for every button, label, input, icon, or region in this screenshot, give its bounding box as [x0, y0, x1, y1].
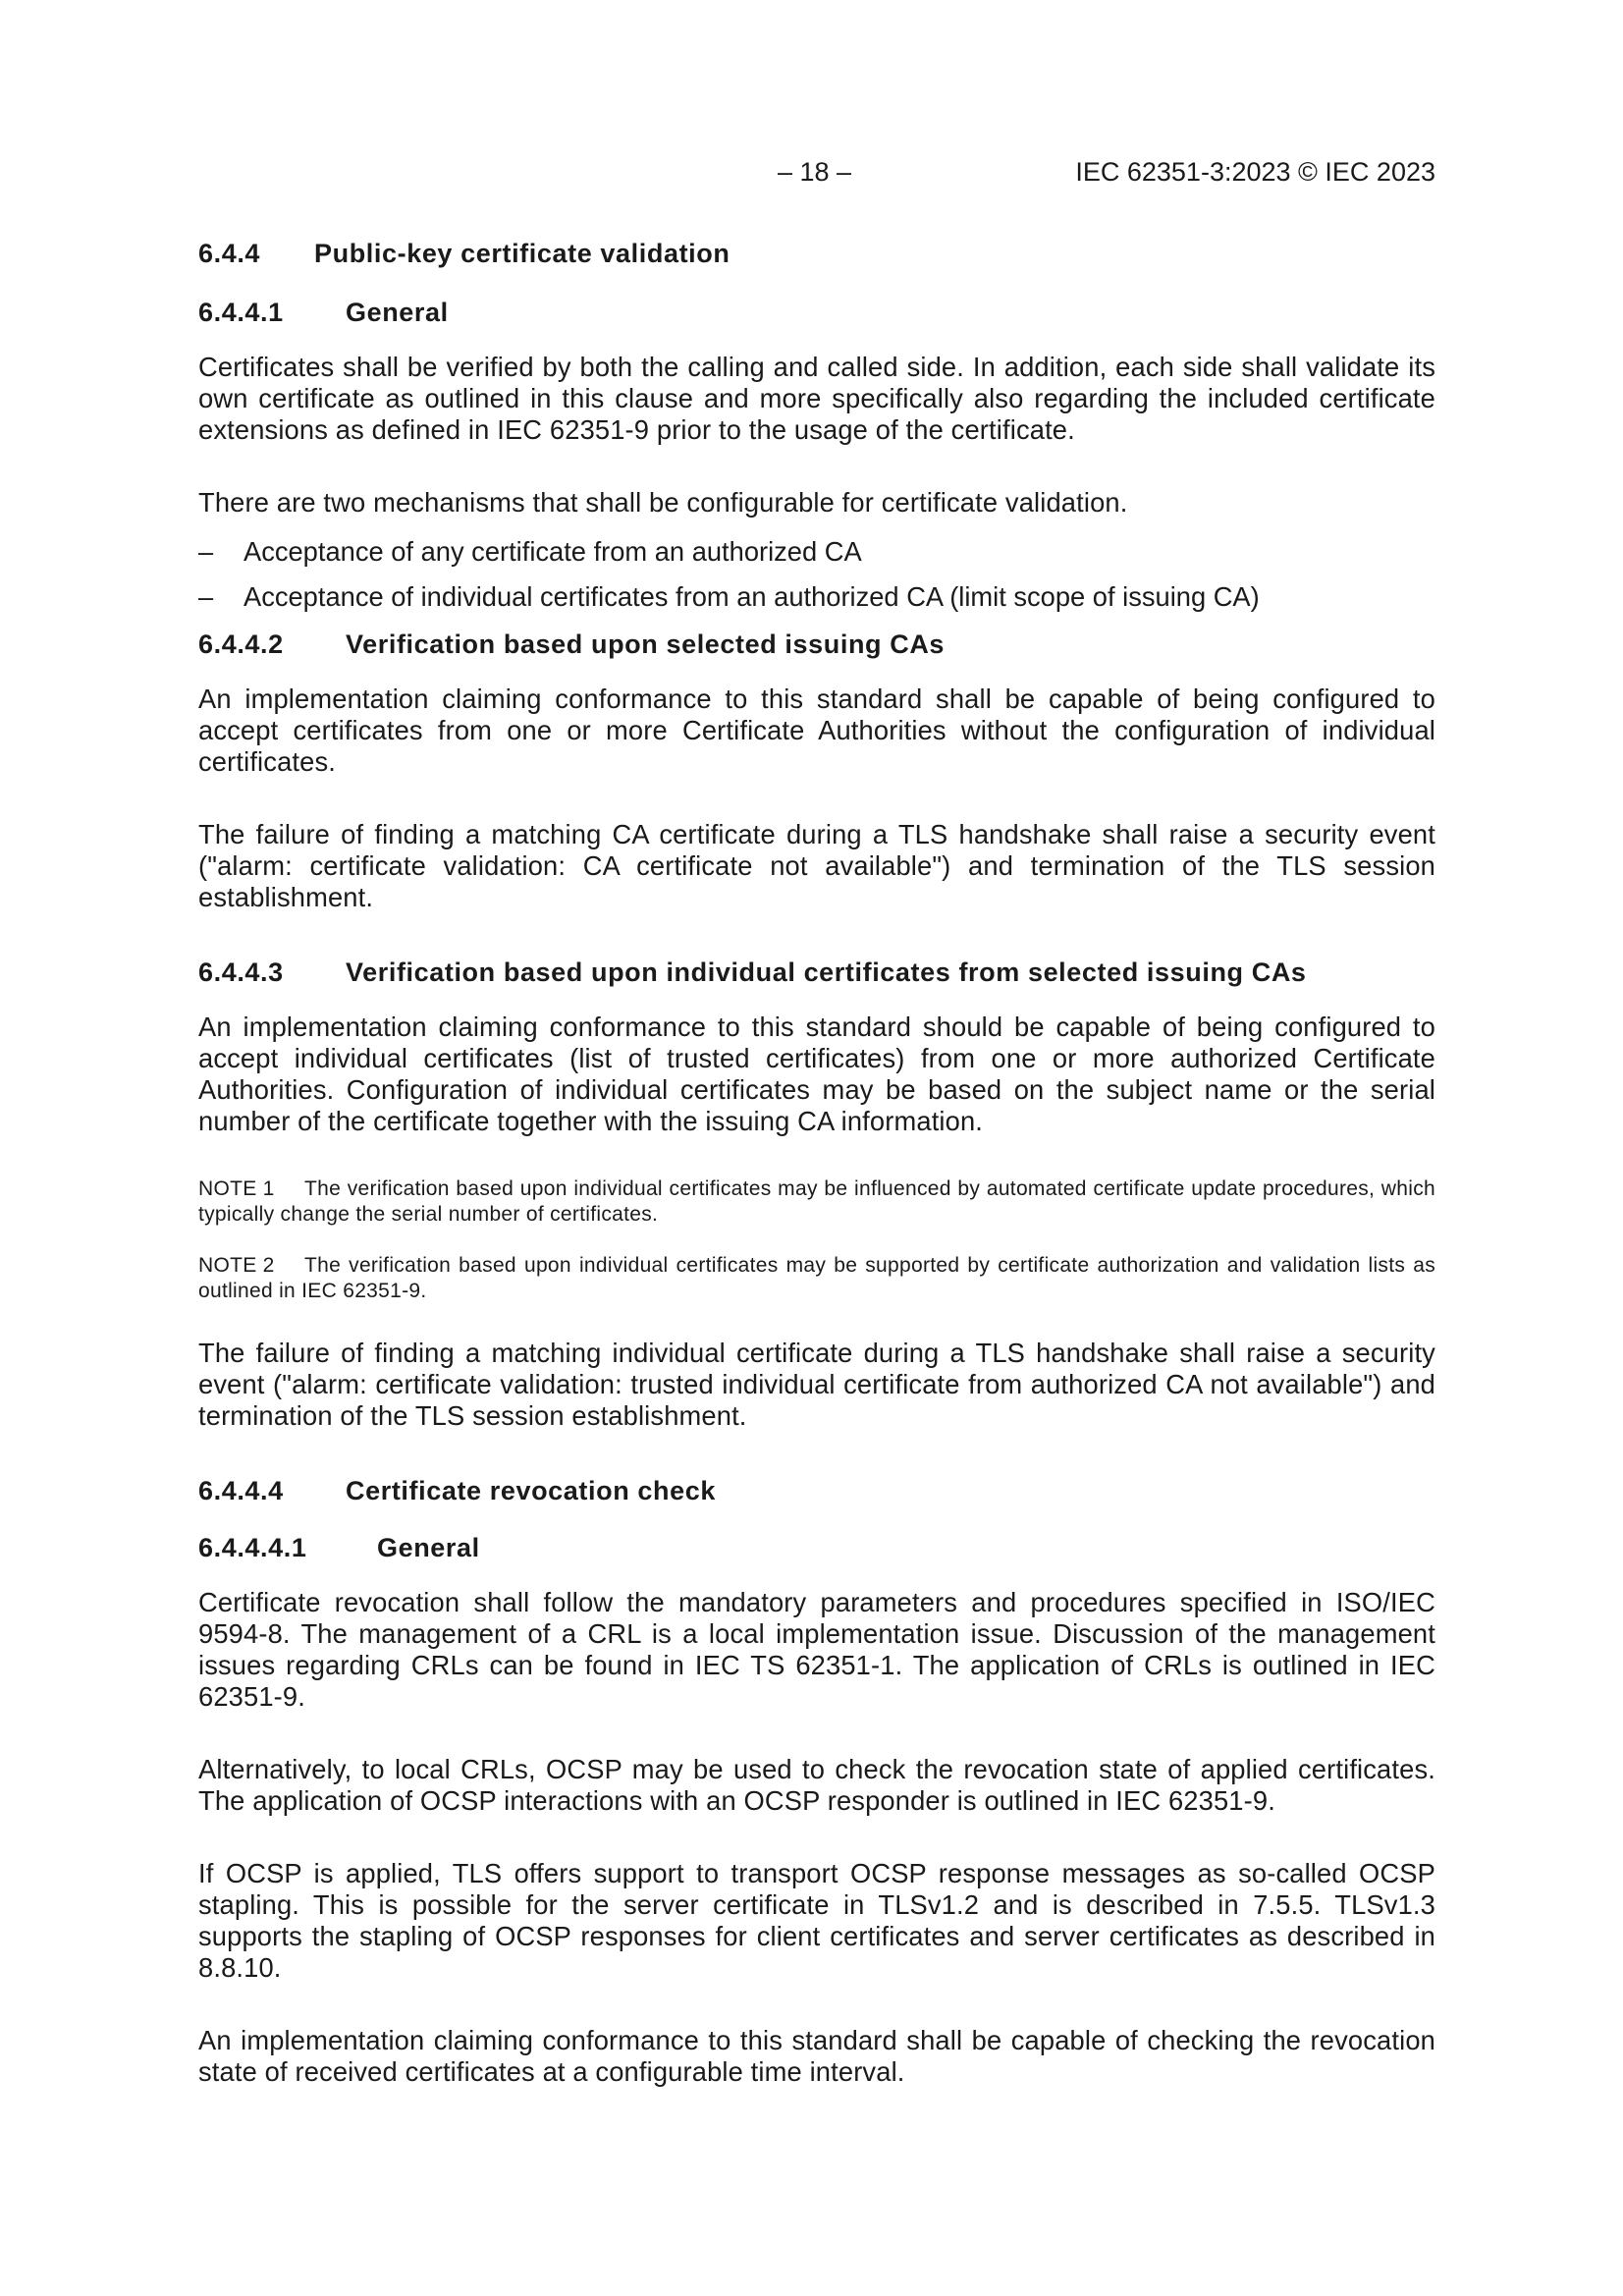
dash-bullet: – — [198, 581, 214, 612]
note-text: The verification based upon individual certificates may be influenced by automated certificate update procedures, which typically change the serial number of certificates. — [198, 1177, 1435, 1226]
heading-number: 6.4.4.4.1 — [198, 1533, 307, 1562]
paragraph: An implementation claiming conformance to this standard should be capable of being configured to accept individual certificates (list of trusted certificates) from one or more authorized Certificate Authorities. Configuration of individual certificates may be based on the subject name or the serial number of the certificate together with the issuing CA information. — [198, 1011, 1435, 1136]
note-label: NOTE 1 — [198, 1177, 275, 1200]
page-header — [198, 157, 1435, 192]
document-reference: IEC 62351-3:2023 © IEC 2023 — [1075, 157, 1435, 187]
heading-number: 6.4.4.1 — [198, 298, 284, 327]
heading-title: Verification based upon selected issuing CAs — [346, 629, 946, 659]
mechanism-list — [198, 536, 1435, 613]
heading-number: 6.4.4.2 — [198, 629, 284, 659]
paragraph: Certificates shall be verified by both the calling and called side. In addition, each side shall validate its own certificate as outlined in this clause and more specifically also regarding the included certificate extensions as defined in IEC 62351-9 prior to the usage of the certificate. — [198, 352, 1435, 445]
heading-6-4-4-4 — [198, 1473, 1435, 1508]
note-1 — [198, 1176, 1435, 1228]
paragraph: There are two mechanisms that shall be configurable for certificate validation. — [198, 487, 1128, 518]
heading-title: General — [346, 298, 449, 327]
heading-number: 6.4.4 — [198, 239, 261, 268]
list-item: – Acceptance of individual certificates from an authorized CA (limit scope of issuing CA) — [198, 581, 1260, 612]
heading-title: Certificate revocation check — [346, 1476, 716, 1505]
page-number: – 18 – — [778, 157, 852, 187]
heading-6-4-4-2 — [198, 627, 1435, 662]
paragraph: An implementation claiming conformance to this standard shall be capable of checking the revocation state of received certificates at a configurable time interval. — [198, 2025, 1435, 2087]
heading-title: General — [377, 1533, 480, 1562]
note-text: The verification based upon individual certificates may be supported by certificate authorization and validation lists as outlined in IEC 62351-9. — [198, 1254, 1435, 1302]
dash-bullet: – — [198, 536, 214, 567]
list-item: – Acceptance of any certificate from an authorized CA — [198, 536, 862, 567]
heading-6-4-4-4-1 — [198, 1530, 1435, 1565]
note-label: NOTE 2 — [198, 1254, 275, 1277]
paragraph: The failure of finding a matching CA certificate during a TLS handshake shall raise a security event ("alarm: certificate validation: CA certificate not available") and termination of the TLS session establishment. — [198, 819, 1435, 912]
paragraph: Certificate revocation shall follow the mandatory parameters and procedures specified in ISO/IEC 9594-8. The management of a CRL is a local implementation issue. Discussion of the management issues regarding CRLs can be found in IEC TS 62351-1. The application of CRLs is outlined in IEC 62351-9. — [198, 1587, 1435, 1712]
heading-6-4-4-1 — [198, 295, 1435, 330]
paragraph: The failure of finding a matching individual certificate during a TLS handshake shall raise a security event ("alarm: certificate validation: trusted individual certificate from authorized CA not available") and termination of the TLS session establishment. — [198, 1338, 1435, 1431]
heading-title: Public-key certificate validation — [314, 239, 730, 268]
paragraph: If OCSP is applied, TLS offers support to transport OCSP response messages as so-called OCSP stapling. This is possible for the server certificate in TLSv1.2 and is described in 7.5.5. TLSv1.3 supports the stapling of OCSP responses for client certificates and server certificates as described in 8.8.10. — [198, 1858, 1435, 1983]
heading-title: Verification based upon individual certificates from selected issuing CAs — [346, 957, 1307, 987]
heading-number: 6.4.4.4 — [198, 1476, 284, 1505]
note-2 — [198, 1253, 1435, 1304]
paragraph: An implementation claiming conformance to this standard shall be capable of being configured to accept certificates from one or more Certificate Authorities without the configuration of individual certificates. — [198, 683, 1435, 777]
page-content — [198, 236, 1435, 2088]
paragraph: Alternatively, to local CRLs, OCSP may be used to check the revocation state of applied certificates. The application of OCSP interactions with an OCSP responder is outlined in IEC 62351-9. — [198, 1754, 1435, 1816]
heading-number: 6.4.4.3 — [198, 957, 284, 987]
heading-6-4-4-3 — [198, 955, 1435, 990]
heading-6-4-4 — [198, 236, 1435, 271]
